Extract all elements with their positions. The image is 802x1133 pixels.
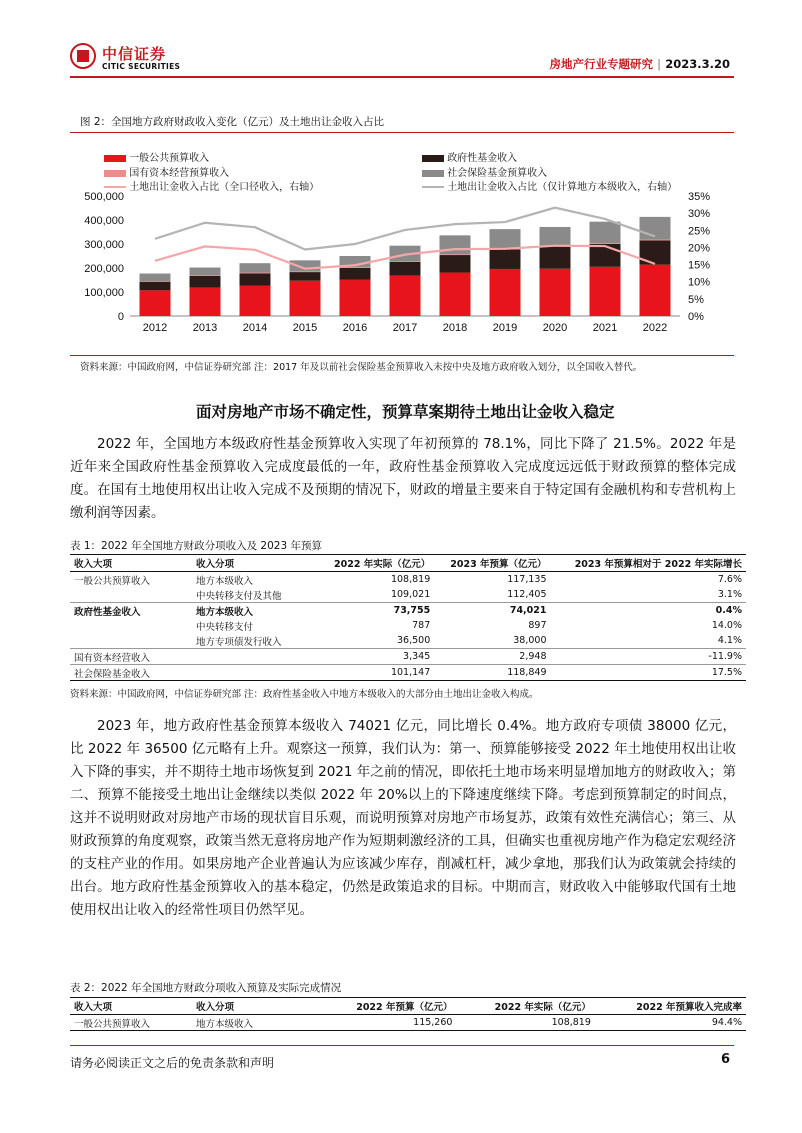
table-header: 2023 年预算相对于 2022 年实际增长 (551, 555, 747, 572)
x-tick-label: 2012 (142, 322, 168, 334)
x-tick-label: 2016 (342, 322, 368, 334)
bar-segment (190, 276, 221, 288)
paragraph-2 (70, 715, 736, 922)
legend-item (104, 164, 229, 179)
bar-segment (290, 281, 321, 316)
table-row (70, 572, 746, 588)
table-cell: 94.4% (595, 1015, 746, 1031)
y-left-tick-label: 0 (117, 311, 124, 323)
legend-label: 一般公共预算收入 (129, 153, 210, 164)
report-title: 房地产行业专题研究 (549, 57, 654, 71)
y-right-tick-label: 5% (688, 293, 704, 306)
legend-label: 政府性基金收入 (447, 153, 518, 164)
table-cell: 3,345 (318, 649, 434, 665)
bar-segment (540, 227, 571, 245)
bar-segment (190, 268, 221, 276)
table1-caption: 表 1：2022 年全国地方财政分项收入及 2023 年预算 (70, 540, 322, 552)
table-cell: 国有资本经营收入 (70, 649, 192, 665)
table2-caption: 表 2：2022 年全国地方财政分项收入预算及实际完成情况 (70, 982, 342, 994)
paragraph-1 (70, 433, 736, 525)
x-tick-label: 2022 (642, 322, 668, 334)
table-cell: 社会保险基金收入 (70, 665, 192, 681)
figure-caption-rule (70, 132, 734, 133)
bar-segment (440, 255, 471, 273)
table-row (70, 633, 746, 649)
bar-segment (490, 250, 521, 269)
table-cell: 897 (528, 620, 547, 631)
table-cell: 17.5% (551, 665, 747, 681)
table-cell: 0.4% (715, 605, 742, 616)
figure-caption: 图 2：全国地方政府财政收入变化（亿元）及土地出让金收入占比 (80, 116, 385, 128)
y-right-tick-label: 20% (688, 242, 711, 255)
x-tick-label: 2015 (292, 322, 318, 334)
bar-segment (590, 243, 621, 244)
y-right-tick-label: 15% (688, 259, 711, 272)
table-header-row (70, 998, 746, 1015)
bar-segment (290, 271, 321, 272)
table-cell: 118,849 (434, 665, 550, 681)
bar-segment (340, 267, 371, 268)
table-cell: 政府性基金收入 (74, 606, 141, 618)
table-row (70, 603, 746, 619)
x-tick-label: 2018 (442, 322, 468, 334)
table-header: 收入大项 (70, 998, 192, 1015)
table-header: 收入分项 (192, 555, 318, 572)
table-cell: 地方本级收入 (192, 1015, 318, 1031)
y-left-tick-label: 300,000 (84, 239, 124, 251)
table-cell: 中央转移支付及其他 (192, 587, 318, 603)
citic-logo-mark (77, 50, 89, 62)
table-cell: 38,000 (434, 633, 550, 649)
table-cell (70, 633, 192, 649)
table-row (70, 649, 746, 665)
bar-segment (190, 287, 221, 316)
x-tick-label: 2017 (392, 322, 418, 334)
figure-source-rule (70, 355, 734, 356)
bar-segment (340, 268, 371, 280)
legend-label: 社会保险基金预算收入 (447, 168, 548, 179)
table-cell (192, 649, 318, 665)
bar-segment (540, 269, 571, 316)
bar-segment (390, 261, 421, 262)
x-tick-label: 2019 (492, 322, 518, 334)
table-cell: 787 (412, 620, 431, 631)
table-cell (192, 665, 318, 681)
y-left-tick-label: 500,000 (84, 191, 124, 203)
bar-segment (140, 290, 171, 316)
bar-segment (240, 263, 271, 272)
paragraph-text: 2022 年，全国地方本级政府性基金预算收入实现了年初预算的 78.1%，同比下降了 21.5%。2022 年是近年来全国政府性基金预算收入完成度最低的一年，政府性基金预算收入完成度远远低于财政预算的整体完成度。在国有土地使用权出让收入完成不及预期的情况下，财政的增量主要来自于特定国有金融机构和专营机构上缴利润等因素。 (70, 436, 736, 521)
table-cell: 109,021 (318, 587, 434, 603)
x-tick-label: 2013 (192, 322, 218, 334)
table-cell: 3.1% (551, 587, 747, 603)
y-left-tick-label: 200,000 (84, 263, 124, 275)
bar-segment (440, 254, 471, 255)
bar-segment (440, 235, 471, 254)
table-cell: 4.1% (551, 633, 747, 649)
y-right-tick-label: 25% (688, 225, 711, 238)
bar-segment (590, 244, 621, 267)
legend-label: 国有资本经营预算收入 (129, 168, 230, 179)
table-header: 2022 年实际（亿元） (456, 998, 594, 1015)
table-cell: 地方本级收入 (196, 575, 254, 587)
footer-rule (70, 1045, 734, 1046)
y-left-tick-label: 100,000 (84, 287, 124, 299)
bar-segment (240, 273, 271, 285)
y-right-tick-label: 10% (688, 276, 711, 289)
revenue-chart (70, 190, 740, 340)
table-cell: 73,755 (393, 605, 431, 616)
table-cell (70, 618, 192, 633)
bar-segment (390, 276, 421, 316)
table-row (70, 587, 746, 603)
table-cell: 101,147 (318, 665, 434, 681)
table-cell: 2,948 (434, 649, 550, 665)
legend-label: 土地出让金收入占比（仅计算地方本级收入，右轴） (447, 182, 678, 193)
table2 (70, 997, 746, 1031)
paragraph-text: 2023 年，地方政府性基金预算本级收入 74021 亿元，同比增长 0.4%。地方政府专项债 38000 亿元，比 2022 年 36500 亿元略有上升。观察这一预算，我们认为：第一、预算能够接受 2022 年土地使用权出让收入下降的事实，并不期待土地市场恢复到 2021 年之前的情况，即依托土地市场来明显增加地方的财政收入；第二、预算不能接受土地出让金继续以类似 2022 年 20%以上的下降速度继续下降。考虑到预算制定的时间点，这并不说明财政对房地产市场的现状盲目乐观，而说明预算对房地产市场复苏，政策有效性充满信心；第三、从财政预算的角度观察，政策当然无意将房地产作为短期刺激经济的工具，但确实也重视房地产作为稳定宏观经济的支柱产业的作用。如果房地产企业普遍认为应该减少库存，削减杠杆，减少拿地，那我们认为政策就会持续的出台。地方政府性基金预算收入的基本稳定，仍然是政策追求的目标。中期而言，财政收入中能够取代国有土地使用权出让收入的经常性项目仍然罕见。 (70, 718, 736, 918)
bar-segment (490, 269, 521, 316)
table-header: 2023 年预算（亿元） (434, 555, 550, 572)
bar-segment (140, 274, 171, 282)
table-cell: 中央转移支付 (196, 621, 254, 633)
table-row (70, 618, 746, 633)
table-header: 收入分项 (192, 998, 318, 1015)
table-row (70, 665, 746, 681)
table-cell: 7.6% (717, 574, 742, 585)
bar-segment (540, 246, 571, 268)
table1-source: 资料来源：中国政府网，中信证券研究部 注：政府性基金收入中地方本级收入的大部分由土地出让金收入构成。 (70, 689, 539, 700)
line-series (155, 208, 655, 250)
table-row (70, 1015, 746, 1031)
table-cell: 36,500 (318, 633, 434, 649)
bar-segment (240, 273, 271, 274)
table1 (70, 554, 746, 681)
table-cell: 117,135 (507, 574, 547, 585)
bar-segment (290, 272, 321, 281)
y-right-tick-label: 0% (688, 311, 704, 323)
y-right-tick-label: 30% (688, 208, 711, 221)
table-header: 2022 年实际（亿元） (318, 555, 434, 572)
table-header: 收入大项 (70, 555, 192, 572)
table-header: 2022 年预算（亿元） (318, 998, 456, 1015)
x-tick-label: 2014 (242, 322, 268, 334)
table-cell: 112,405 (434, 587, 550, 603)
header-rule (70, 76, 734, 78)
table-cell: 一般公共预算收入 (74, 575, 151, 587)
y-left-tick-label: 400,000 (84, 215, 124, 227)
table-cell: 一般公共预算收入 (70, 1015, 192, 1031)
figure-source: 资料来源：中国政府网，中信证券研究部 注：2017 年及以前社会保险基金预算收入未按中央及地方政府收入划分，以全国收入替代。 (80, 362, 643, 373)
logo-text-en: CITIC SECURITIES (102, 62, 181, 71)
bar-segment (440, 273, 471, 316)
legend-label: 土地出让金收入占比（全口径收入，右轴） (129, 182, 320, 193)
bar-segment (590, 222, 621, 243)
bar-segment (240, 286, 271, 316)
legend-item (422, 149, 517, 164)
table-header: 2022 年预算收入完成率 (595, 998, 746, 1015)
table-cell: 地方专项债发行收入 (192, 633, 318, 649)
table-cell: 108,819 (390, 574, 431, 585)
table-cell: -11.9% (551, 649, 747, 665)
table-header-row (70, 555, 746, 572)
legend-item (422, 164, 547, 179)
bar-segment (390, 262, 421, 276)
x-tick-label: 2020 (542, 322, 568, 334)
table-cell: 地方本级收入 (196, 606, 254, 618)
table-cell: 108,819 (456, 1015, 594, 1031)
report-header: 房地产行业专题研究 | 2023.3.20 (549, 57, 730, 71)
report-date: 2023.3.20 (665, 57, 730, 71)
bar-segment (340, 280, 371, 316)
bar-segment (640, 265, 671, 316)
table-cell (70, 587, 192, 603)
footer-disclaimer: 请务必阅读正文之后的免责条款和声明 (70, 1056, 275, 1070)
section-heading: 面对房地产市场不确定性，预算草案期待土地出让金收入稳定 (196, 403, 615, 421)
x-tick-label: 2021 (592, 322, 618, 334)
bar-segment (640, 240, 671, 241)
table-cell: 14.0% (711, 620, 742, 631)
y-right-tick-label: 35% (688, 191, 711, 203)
page-number: 6 (720, 1052, 730, 1067)
bar-segment (590, 267, 621, 316)
table-cell: 115,260 (318, 1015, 456, 1031)
table-cell: 74,021 (509, 605, 547, 616)
logo-text-cn: 中信证券 (102, 45, 167, 63)
bar-segment (490, 229, 521, 249)
legend-item (104, 149, 209, 164)
bar-segment (140, 282, 171, 291)
